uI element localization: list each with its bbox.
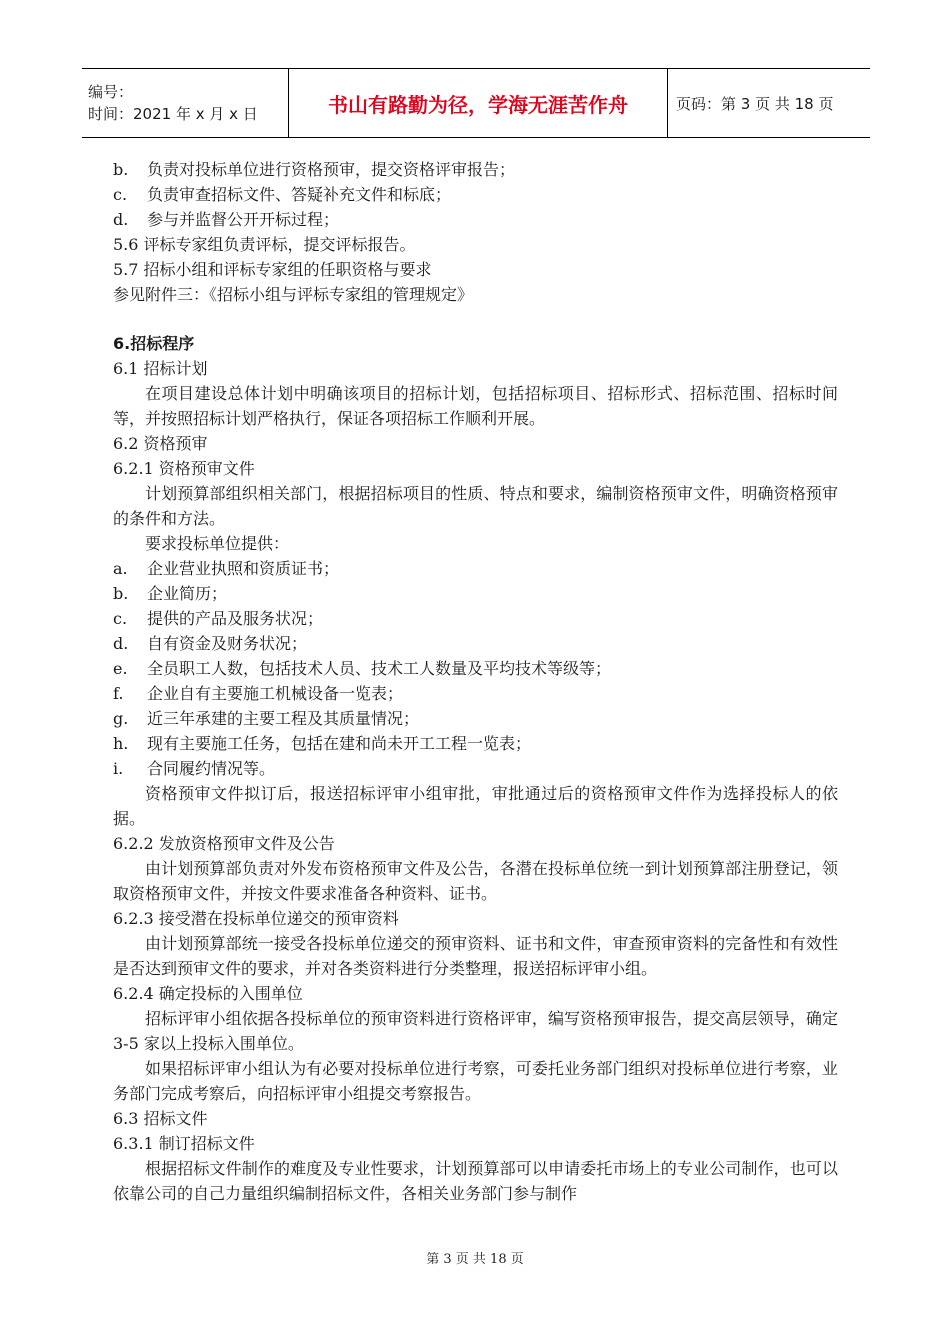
text-line: 5.6 评标专家组负责评标，提交评标报告。 bbox=[113, 235, 416, 254]
list-item-text: 全员职工人数，包括技术人员、技术工人数量及平均技术等级等； bbox=[147, 659, 612, 678]
text-line: 6.1 招标计划 bbox=[113, 359, 208, 378]
doc-number: 编号： bbox=[88, 83, 134, 101]
paragraph: 根据招标文件制作的难度及专业性要求，计划预算部可以申请委托市场上的专业公司制作，也可以依靠公司的自己力量组织编制招标文件，各相关业务部门参与制作 bbox=[113, 1159, 838, 1203]
list-item-label: d. bbox=[113, 634, 129, 653]
paragraph: 资格预审文件拟订后，报送招标评审小组审批，审批通过后的资格预审文件作为选择投标人的依据。 bbox=[113, 784, 838, 828]
paragraph: 由计划预算部统一接受各投标单位递交的预审资料、证书和文件，审查预审资料的完备性和有效性是否达到预审文件的要求，并对各类资料进行分类整理，报送招标评审小组。 bbox=[113, 934, 838, 978]
text-line: 6.3 招标文件 bbox=[113, 1109, 208, 1128]
paragraph: 招标评审小组依据各投标单位的预审资料进行资格评审，编写资格预审报告，提交高层领导，确定 3-5 家以上投标入围单位。 bbox=[113, 1009, 838, 1053]
text-line: 6.2.1 资格预审文件 bbox=[113, 459, 255, 478]
text-line: 6.2.4 确定投标的入围单位 bbox=[113, 984, 303, 1003]
list-item bbox=[113, 731, 838, 756]
list-item-text: 负责对投标单位进行资格预审，提交资格评审报告； bbox=[147, 160, 516, 179]
page-header bbox=[82, 68, 870, 138]
list-item-text: 企业简历； bbox=[147, 584, 228, 603]
list-item-label: d. bbox=[113, 210, 129, 229]
text-line: 5.7 招标小组和评标专家组的任职资格与要求 bbox=[113, 260, 432, 279]
paragraph: 如果招标评审小组认为有必要对投标单位进行考察，可委托业务部门组织对投标单位进行考察，业务部门完成考察后，向招标评审小组提交考察报告。 bbox=[113, 1059, 838, 1103]
list-item bbox=[113, 581, 838, 606]
list-item-text: 企业自有主要施工机械设备一览表； bbox=[147, 684, 404, 703]
paragraph: 在项目建设总体计划中明确该项目的招标计划，包括招标项目、招标形式、招标范围、招标时间等，并按照招标计划严格执行，保证各项招标工作顺利开展。 bbox=[113, 384, 838, 428]
list-item-text: 参与并监督公开开标过程； bbox=[147, 210, 340, 229]
list-item bbox=[113, 756, 838, 781]
list-item-label: c. bbox=[113, 609, 128, 628]
paragraph: 由计划预算部负责对外发布资格预审文件及公告，各潜在投标单位统一到计划预算部注册登记，领取资格预审文件，并按文件要求准备各种资料、证书。 bbox=[113, 859, 838, 903]
text-line: 6.2.2 发放资格预审文件及公告 bbox=[113, 834, 335, 853]
list-item-label: b. bbox=[113, 160, 129, 179]
text-line: 6.2.3 接受潜在投标单位递交的预审资料 bbox=[113, 909, 399, 928]
list-item-text: 合同履约情况等。 bbox=[147, 759, 276, 778]
motto-text: 书山有路勤为径，学海无涯苦作舟 bbox=[328, 92, 628, 117]
list-item bbox=[113, 157, 838, 182]
list-item-text: 现有主要施工任务，包括在建和尚未开工工程一览表； bbox=[147, 734, 532, 753]
page-info-text: 页码：第 3 页 共 18 页 bbox=[676, 94, 834, 113]
text-line: 6.2 资格预审 bbox=[113, 434, 208, 453]
list-item-text: 自有资金及财务状况； bbox=[147, 634, 308, 653]
list-item bbox=[113, 706, 838, 731]
paragraph: 要求投标单位提供： bbox=[145, 534, 290, 553]
text-line: 参见附件三：《招标小组与评标专家组的管理规定》 bbox=[113, 285, 474, 304]
text-line: 6.3.1 制订招标文件 bbox=[113, 1134, 255, 1153]
list-item-label: f. bbox=[113, 684, 124, 703]
list-item-label: c. bbox=[113, 185, 128, 204]
list-item-text: 近三年承建的主要工程及其质量情况； bbox=[147, 709, 420, 728]
list-item-label: g. bbox=[113, 709, 129, 728]
list-item bbox=[113, 556, 838, 581]
header-page-info bbox=[668, 69, 870, 137]
list-item-text: 提供的产品及服务状况； bbox=[147, 609, 324, 628]
doc-date: 时间：2021 年 x 月 x 日 bbox=[88, 105, 258, 123]
paragraph: 计划预算部组织相关部门，根据招标项目的性质、特点和要求，编制资格预审文件，明确资格预审的条件和方法。 bbox=[113, 484, 838, 528]
list-item bbox=[113, 207, 838, 232]
list-item-label: i. bbox=[113, 759, 124, 778]
header-motto bbox=[288, 69, 668, 137]
list-item bbox=[113, 681, 838, 706]
list-item-label: e. bbox=[113, 659, 128, 678]
page-footer: 第 3 页 共 18 页 bbox=[426, 1252, 524, 1267]
document-body bbox=[113, 157, 838, 1206]
list-item-label: a. bbox=[113, 559, 128, 578]
list-item-label: b. bbox=[113, 584, 129, 603]
header-meta bbox=[82, 69, 288, 137]
list-item bbox=[113, 631, 838, 656]
list-item bbox=[113, 182, 838, 207]
list-item bbox=[113, 606, 838, 631]
list-item-label: h. bbox=[113, 734, 129, 753]
section-heading: 6.招标程序 bbox=[113, 334, 195, 353]
list-item-text: 负责审查招标文件、答疑补充文件和标底； bbox=[147, 185, 452, 204]
list-item-text: 企业营业执照和资质证书； bbox=[147, 559, 340, 578]
list-item bbox=[113, 656, 838, 681]
